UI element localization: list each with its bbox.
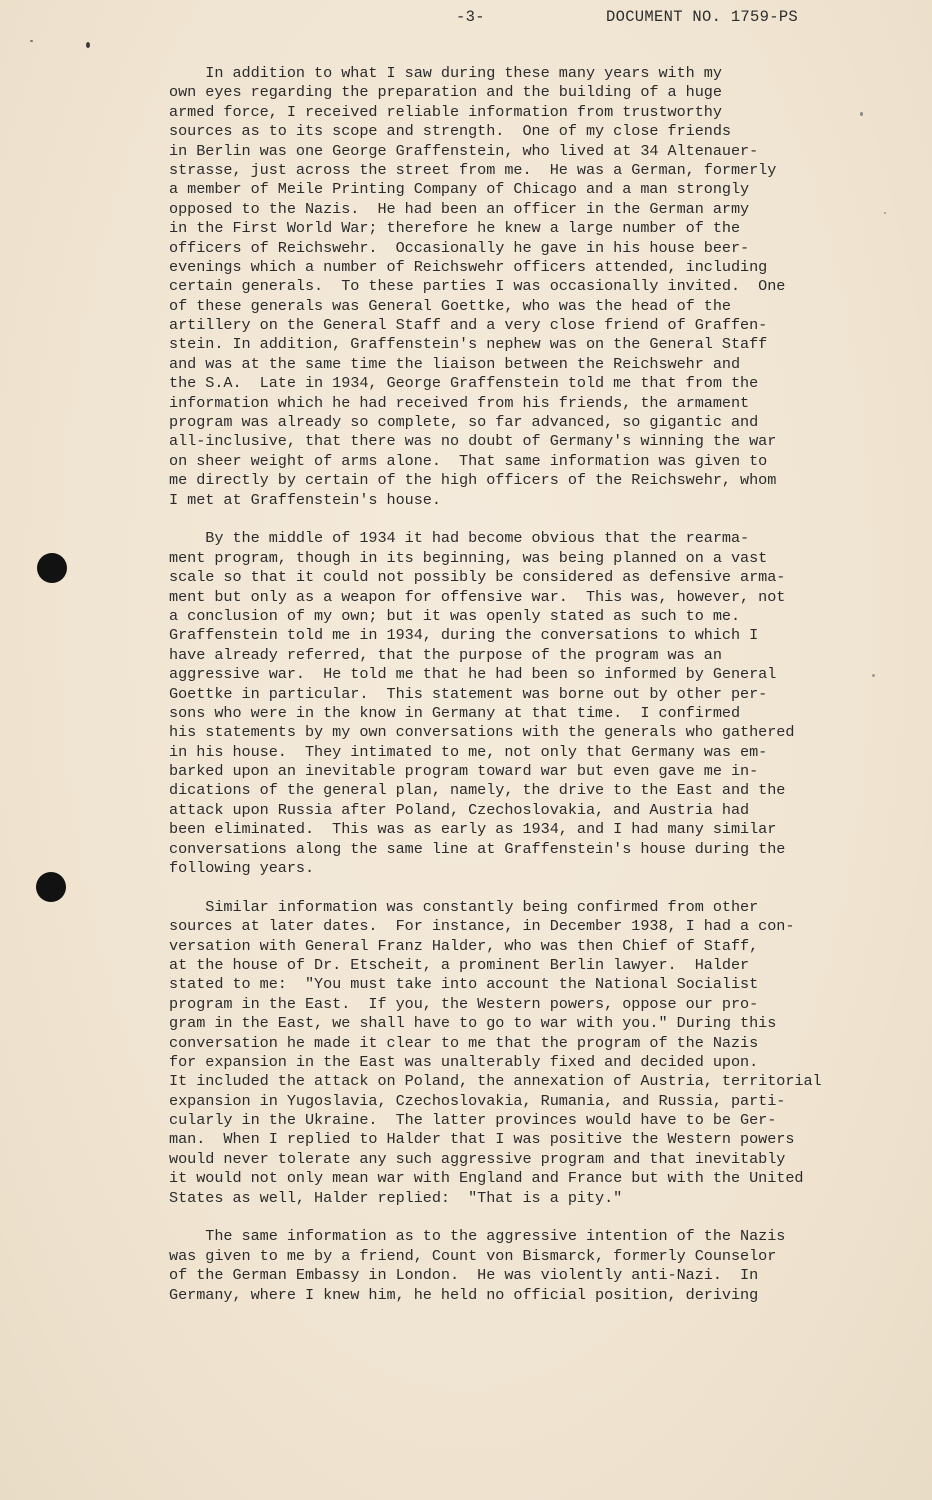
page-number: -3- [456, 8, 485, 26]
text-line: me directly by certain of the high officers of the Reichswehr, whom [169, 471, 777, 490]
punch-hole [36, 872, 66, 902]
text-line: conversation he made it clear to me that the program of the Nazis [169, 1033, 759, 1052]
text-line: in Berlin was one George Graffenstein, who lived at 34 Altenauer- [169, 141, 759, 160]
text-line: been eliminated. This was as early as 1934, and I had many similar [169, 820, 777, 839]
text-line: it would not only mean war with England and France but with the United [169, 1169, 804, 1188]
punch-hole [37, 553, 67, 583]
text-line: States as well, Halder replied: "That is a pity." [169, 1188, 623, 1207]
text-line: gram in the East, we shall have to go to war with you." During this [169, 1014, 777, 1033]
paragraph [169, 64, 849, 510]
text-line: of the German Embassy in London. He was violently anti-Nazi. In [169, 1266, 759, 1285]
paragraph [169, 1227, 849, 1305]
text-line: I met at Graffenstein's house. [169, 490, 441, 509]
document-body [169, 64, 849, 1324]
ink-speck [86, 42, 90, 48]
text-line: stein. In addition, Graffenstein's nephew was on the General Staff [169, 335, 768, 354]
text-line: program in the East. If you, the Western powers, oppose our pro- [169, 994, 759, 1013]
text-line: following years. [169, 859, 315, 878]
text-line: Similar information was constantly being confirmed from other [169, 897, 759, 916]
ink-speck [884, 212, 886, 214]
text-line: sources as to its scope and strength. One of my close friends [169, 122, 731, 141]
text-line: strasse, just across the street from me. He was a German, formerly [169, 160, 777, 179]
text-line: stated to me: "You must take into account the National Socialist [169, 975, 759, 994]
paragraph [169, 898, 849, 1208]
text-line: expansion in Yugoslavia, Czechoslovakia, Rumania, and Russia, parti- [169, 1091, 786, 1110]
text-line: The same information as to the aggressive intention of the Nazis [169, 1227, 786, 1246]
text-line: opposed to the Nazis. He had been an officer in the German army [169, 199, 750, 218]
text-line: all-inclusive, that there was no doubt of Germany's winning the war [169, 432, 777, 451]
text-line: versation with General Franz Halder, who was then Chief of Staff, [169, 936, 759, 955]
text-line: and was at the same time the liaison between the Reichswehr and [169, 354, 741, 373]
text-line: in his house. They intimated to me, not only that Germany was em- [169, 742, 768, 761]
text-line: for expansion in the East was unalterably fixed and decided upon. [169, 1052, 759, 1071]
text-line: conversations along the same line at Graffenstein's house during the [169, 839, 786, 858]
text-line: was given to me by a friend, Count von Bismarck, formerly Counselor [169, 1246, 777, 1265]
text-line: In addition to what I saw during these many years with my [169, 64, 722, 82]
text-line: scale so that it could not possibly be considered as defensive arma- [169, 568, 786, 587]
text-line: own eyes regarding the preparation and the building of a huge [169, 83, 722, 102]
text-line: officers of Reichswehr. Occasionally he gave in his house beer- [169, 238, 750, 257]
text-line: Graffenstein told me in 1934, during the conversations to which I [169, 626, 759, 645]
text-line: man. When I replied to Halder that I was positive the Western powers [169, 1130, 795, 1149]
text-line: ment program, though in its beginning, was being planned on a vast [169, 548, 768, 567]
text-line: artillery on the General Staff and a very close friend of Graffen- [169, 316, 768, 335]
text-line: Germany, where I knew him, he held no official position, deriving [169, 1285, 759, 1304]
text-line: sons who were in the know in Germany at that time. I confirmed [169, 703, 741, 722]
text-line: program was already so complete, so far advanced, so gigantic and [169, 413, 759, 432]
text-line: armed force, I received reliable information from trustworthy [169, 102, 722, 121]
text-line: in the First World War; therefore he knew a large number of the [169, 219, 741, 238]
text-line: cularly in the Ukraine. The latter provinces would have to be Ger- [169, 1111, 777, 1130]
text-line: the S.A. Late in 1934, George Graffenstein told me that from the [169, 374, 759, 393]
text-line: By the middle of 1934 it had become obvious that the rearma- [169, 529, 750, 548]
text-line: would never tolerate any such aggressive program and that inevitably [169, 1149, 786, 1168]
text-line: at the house of Dr. Etscheit, a prominent Berlin lawyer. Halder [169, 955, 750, 974]
ink-speck [30, 40, 33, 42]
text-line: a conclusion of my own; but it was openly stated as such to me. [169, 606, 741, 625]
text-line: It included the attack on Poland, the annexation of Austria, territorial [169, 1072, 822, 1091]
text-line: aggressive war. He told me that he had been so informed by General [169, 665, 777, 684]
ink-speck [860, 112, 863, 116]
text-line: certain generals. To these parties I was occasionally invited. One [169, 277, 786, 296]
text-line: a member of Meile Printing Company of Chicago and a man strongly [169, 180, 750, 199]
text-line: ment but only as a weapon for offensive war. This was, however, not [169, 587, 786, 606]
text-line: barked upon an inevitable program toward war but even gave me in- [169, 762, 759, 781]
text-line: on sheer weight of arms alone. That same information was given to [169, 451, 768, 470]
text-line: of these generals was General Goettke, who was the head of the [169, 296, 731, 315]
paragraph [169, 529, 849, 878]
text-line: Goettke in particular. This statement was borne out by other per- [169, 684, 768, 703]
text-line: have already referred, that the purpose of the program was an [169, 645, 722, 664]
text-line: dications of the general plan, namely, the drive to the East and the [169, 781, 786, 800]
text-line: information which he had received from his friends, the armament [169, 393, 750, 412]
page-header [0, 8, 932, 30]
text-line: evenings which a number of Reichswehr officers attended, including [169, 257, 768, 276]
text-line: sources at later dates. For instance, in December 1938, I had a con- [169, 917, 795, 936]
text-line: his statements by my own conversations with the generals who gathered [169, 723, 795, 742]
ink-speck [872, 674, 875, 677]
document-number: DOCUMENT NO. 1759-PS [606, 8, 799, 26]
text-line: attack upon Russia after Poland, Czechoslovakia, and Austria had [169, 800, 750, 819]
